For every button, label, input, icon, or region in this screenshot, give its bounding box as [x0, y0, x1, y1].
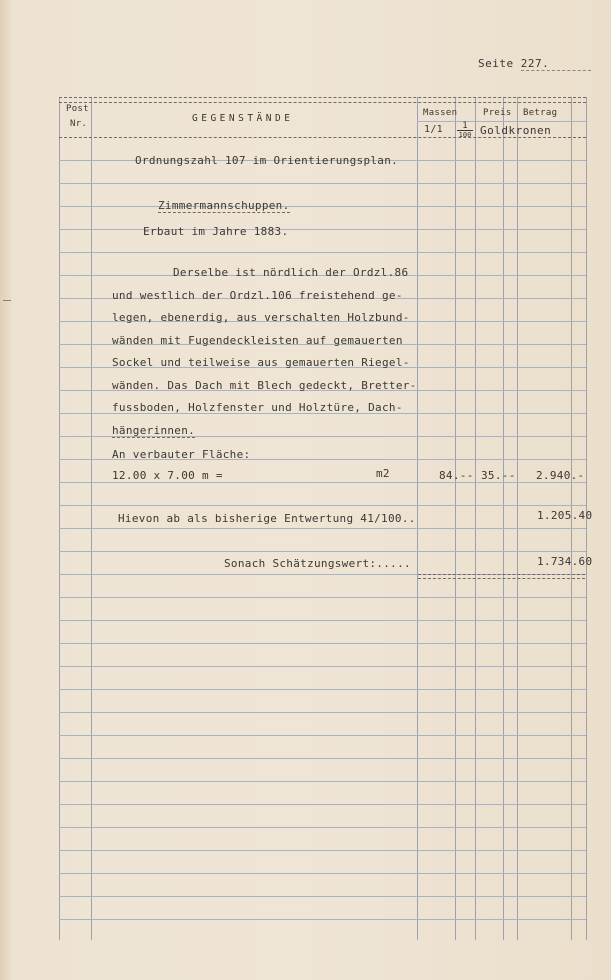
row-rule: [59, 206, 586, 207]
row-rule: [59, 643, 586, 644]
header-pos: Post: [66, 104, 89, 114]
header-betrag: Betrag: [523, 108, 558, 118]
total-amount: 1.734.60: [537, 555, 593, 568]
fraction-denominator: 100: [458, 131, 472, 139]
row-rule: [59, 528, 586, 529]
row-rule: [59, 712, 586, 713]
row-rule: [59, 551, 586, 552]
rule-massen-split: [455, 97, 456, 940]
page-label: Seite: [478, 57, 514, 70]
row-rule: [59, 505, 586, 506]
header-gegenstaende: GEGENSTÄNDE: [192, 113, 294, 124]
description-line: Derselbe ist nördlich der Ordzl.86: [173, 266, 409, 279]
page-number-value: 227.: [521, 57, 591, 71]
description-line: Sockel und teilweise aus gemauerten Riegel-: [112, 356, 410, 369]
row-rule: [59, 919, 586, 920]
row-rule: [59, 597, 586, 598]
ordnungszahl-line: Ordnungszahl 107 im Orientierungsplan.: [135, 154, 399, 167]
header-massen-fraction: [457, 122, 473, 139]
row-rule: [59, 827, 586, 828]
row-rule: [59, 666, 586, 667]
row-rule: [59, 781, 586, 782]
area-label: An verbauter Fläche:: [112, 448, 251, 461]
total-label: Sonach Schätzungswert:.....: [224, 557, 411, 570]
row-rule: [59, 252, 586, 253]
rule-preis-split: [503, 97, 504, 940]
header-massen-whole: 1/1: [424, 124, 443, 135]
header-nr: Nr.: [70, 119, 88, 129]
description-line: legen, ebenerdig, aus verschalten Holzbund-: [112, 311, 410, 324]
description-line: wänden mit Fugendeckleisten auf gemauerten: [112, 334, 403, 347]
header-top-rule: [59, 97, 586, 98]
rule-preis: [475, 97, 476, 940]
row-rule: [59, 758, 586, 759]
description-line: wänden. Das Dach mit Blech gedeckt, Bretter-: [112, 379, 417, 392]
row-rule: [59, 804, 586, 805]
page-number: [478, 57, 591, 71]
rule-betrag: [517, 97, 518, 940]
row-rule: [59, 873, 586, 874]
deduction-amount: 1.205.40: [537, 509, 593, 522]
row-rule: [59, 735, 586, 736]
deduction-label: Hievon ab als bisherige Entwertung 41/100..: [118, 512, 416, 525]
paper-edge-mark: [3, 300, 11, 301]
header-mid-rule: [417, 121, 586, 122]
rule-massen: [417, 97, 418, 940]
description-line: fussboden, Holzfenster und Holztüre, Dach-: [112, 401, 403, 414]
construction-year: Erbaut im Jahre 1883.: [143, 225, 289, 238]
header-massen: Massen: [423, 108, 458, 118]
rule-nr: [91, 97, 92, 940]
area-calculation: 12.00 x 7.00 m =: [112, 469, 223, 482]
unit-price: 35.--: [481, 469, 516, 482]
total-double-rule: [418, 574, 585, 579]
header-bottom-rule: [59, 137, 586, 138]
row-rule: [59, 850, 586, 851]
row-rule: [59, 229, 586, 230]
header-top-rule-2: [59, 102, 586, 103]
amount: 2.940.-: [536, 469, 585, 482]
area-unit: m2: [376, 467, 390, 480]
area-value: 84.--: [439, 469, 474, 482]
row-rule: [59, 482, 586, 483]
description-line: und westlich der Ordzl.106 freistehend ge-: [112, 289, 403, 302]
header-preis: Preis: [483, 108, 512, 118]
row-rule: [59, 183, 586, 184]
header-currency: Goldkronen: [480, 124, 552, 137]
rule-left: [59, 97, 60, 940]
description-line: hängerinnen.: [112, 424, 196, 437]
building-title: Zimmermannschuppen.: [158, 199, 290, 212]
fraction-numerator: 1: [462, 121, 468, 131]
row-rule: [59, 896, 586, 897]
row-rule: [59, 620, 586, 621]
row-rule: [59, 689, 586, 690]
